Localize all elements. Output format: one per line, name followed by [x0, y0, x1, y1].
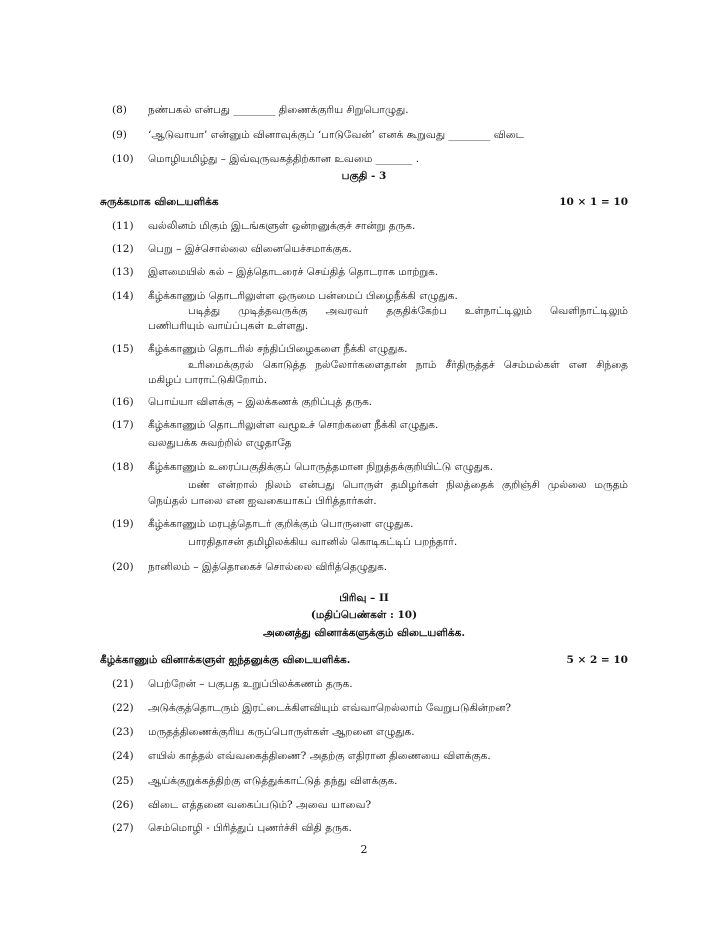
question-text: பெறு – இச்சொல்லை வினையெச்சமாக்குக.: [148, 243, 352, 255]
question-number: (11): [112, 220, 134, 232]
question-number: (20): [112, 561, 134, 573]
question-number: (26): [112, 799, 134, 811]
question-number: (27): [112, 822, 134, 834]
question-number: (8): [112, 104, 127, 116]
question-number: (16): [112, 396, 134, 408]
question-number: (10): [112, 153, 134, 165]
question-text: ஆய்க்குறுக்கத்திற்கு எடுத்துக்காட்டுத் தந்து விளக்குக.: [148, 775, 398, 787]
question-number: (23): [112, 726, 134, 738]
question-text: மருதத்திணைக்குரிய கருப்பொருள்கள் ஆறனை எழுதுக.: [148, 726, 415, 738]
section-3-instruction: சுருக்கமாக விடையளிக்க: [100, 196, 219, 208]
question-text: விடை எத்தனை வகைப்படும்? அவை யாவை?: [148, 799, 372, 811]
question-text: அடுக்குத்தொடரும் இரட்டைக்கிளவியும் எவ்வாறெல்லாம் வேறுபடுகின்றன?: [148, 702, 512, 714]
question-text: கீழ்க்காணும் தொடரில் சந்திப்பிழைகளை நீக்கி எழுதுக.: [148, 343, 408, 355]
question-text: நண்பகல் என்பது ________ திணைக்குரிய சிறுபொழுது.: [148, 104, 409, 116]
question-text: கீழ்க்காணும் உரைப்பகுதிக்குப் பொருத்தமான நிறுத்தக்குறியிட்டு எழுதுக.: [148, 461, 494, 473]
question-number: (14): [112, 290, 134, 302]
division-2-answer-all: அனைத்து வினாக்களுக்கும் விடையளிக்க.: [262, 627, 465, 639]
question-text: கீழ்க்காணும் மரபுத்தொடர் குறிக்கும் பொருளை எழுதுக.: [148, 518, 414, 530]
question-number: (22): [112, 702, 134, 714]
question-number: (24): [112, 750, 134, 762]
question-18-line-3: நெய்தல் பாலை என ஐவகையாகப் பிரித்தார்கள்.: [148, 495, 377, 507]
division-2-instruction: கீழ்க்காணும் வினாக்களுள் ஐந்தனுக்கு விடையளிக்க.: [100, 654, 351, 666]
question-number: (13): [112, 266, 134, 278]
question-number: (21): [112, 678, 134, 690]
page-number: 2: [360, 843, 368, 856]
question-number: (17): [112, 419, 134, 431]
question-text: கீழ்க்காணும் தொடரிலுள்ள ஒருமை பன்மைப் பிழைநீக்கி எழுதுக.: [148, 290, 458, 302]
question-text: ‘ஆடுவாயா’ என்னும் வினாவுக்குப் ‘பாடுவேன்’ எனக் கூறுவது ________ விடை: [148, 129, 525, 141]
question-text: பொய்யா விளக்கு – இலக்கணக் குறிப்புத் தருக.: [148, 396, 373, 408]
question-text: பெற்றேன் – பகுபத உறுப்பிலக்கணம் தருக.: [148, 678, 353, 690]
question-text: இளமையில் கல் – இத்தொடரைச் செய்தித் தொடராக மாற்றுக.: [148, 266, 439, 278]
question-number: (15): [112, 343, 134, 355]
division-2-marks-label: (மதிப்பெண்கள் : 10): [310, 609, 418, 621]
question-15-line-3: மகிழப் பாராட்டுகிறோம்.: [148, 374, 268, 386]
question-number: (12): [112, 243, 134, 255]
question-text: செம்மொழி - பிரித்துப் புணர்ச்சி விதி தருக.: [148, 822, 352, 834]
question-text: நானிலம் – இத்தொகைச் சொல்லை விரித்தெழுதுக.: [148, 561, 388, 573]
question-18-line-2: மண் என்றால் நிலம் என்பது பொருள் தமிழர்கள் நிலத்தைக் குறிஞ்சி முல்லை மருதம்: [188, 479, 628, 491]
question-number: (25): [112, 775, 134, 787]
question-text: எயில் காத்தல் எவ்வகைத்திணை? அதற்கு எதிரான திணையை விளக்குக.: [148, 750, 491, 762]
question-text: கீழ்க்காணும் தொடரிலுள்ள வழூஉச் சொற்களை நீக்கி எழுதுக.: [148, 419, 439, 431]
question-19-line-2: பாரதிதாசன் தமிழிலக்கிய வானில் கொடிகட்டிப் பறந்தார்.: [188, 536, 458, 548]
question-number: (9): [112, 129, 127, 141]
question-17-line-2: வலதுபக்க சுவற்றில் எழுதாதே: [148, 437, 292, 449]
question-number: (18): [112, 461, 134, 473]
division-2-marks: 5 × 2 = 10: [566, 654, 628, 666]
question-text: வல்லினம் மிகும் இடங்களுள் ஒன்றனுக்குச் சான்று தருக.: [148, 220, 416, 232]
question-text: மொழியமிழ்து – இவ்வுருவகத்திற்கான உவமை _______ .: [148, 153, 420, 165]
section-3-marks: 10 × 1 = 10: [559, 196, 628, 208]
question-14-line-2: படித்து முடித்தவருக்கு அவரவர் தகுதிக்கேற்ப உள்நாட்டிலும் வெளிநாட்டிலும்: [188, 305, 628, 317]
division-2-title: பிரிவு – II: [339, 592, 389, 604]
question-15-line-2: உரிமைக்குரல் கொடுத்த நல்லோர்களைதான் நாம் சீர்திருத்தச் செம்மல்கள் என சிந்தை: [188, 359, 628, 371]
question-14-line-3: பணிபரியும் வாய்ப்புகள் உள்ளது.: [148, 320, 309, 332]
question-number: (19): [112, 518, 134, 530]
section-3-title: பகுதி - 3: [341, 170, 387, 182]
